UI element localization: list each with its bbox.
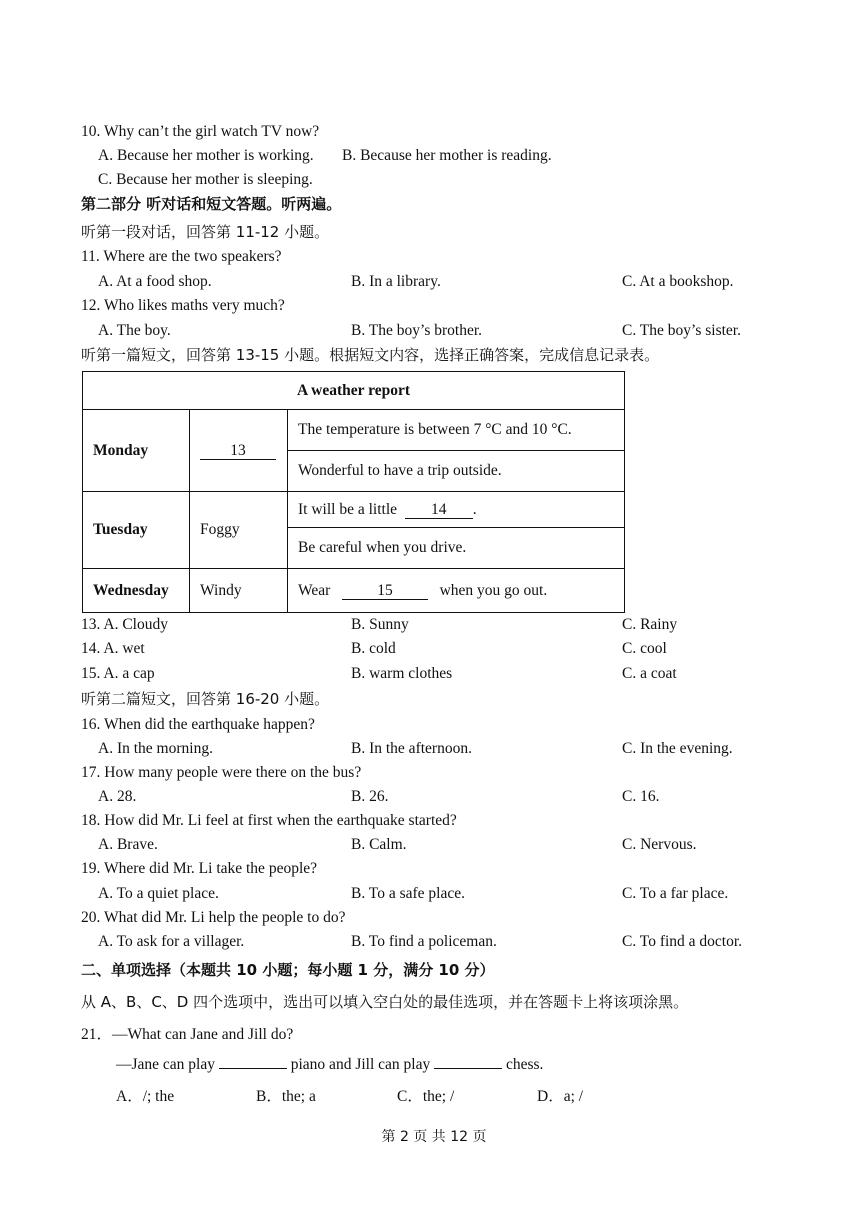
q21-option-b: B．the; a	[256, 1088, 316, 1105]
q20-option-a: A. To ask for a villager.	[98, 933, 245, 950]
table-title: A weather report	[83, 372, 625, 410]
q18-option-a: A. Brave.	[98, 836, 158, 853]
q20-option-b: B. To find a policeman.	[351, 933, 497, 950]
q11-option-a: A. At a food shop.	[98, 273, 212, 290]
wednesday-pre: Wear	[298, 581, 331, 599]
q18-option-c: C. Nervous.	[622, 836, 697, 853]
q16-option-c: C. In the evening.	[622, 740, 733, 757]
q19-question: 19. Where did Mr. Li take the people?	[81, 860, 318, 877]
q14-option-b: B. cold	[351, 640, 396, 657]
q16-question: 16. When did the earthquake happen?	[81, 716, 315, 733]
q12-option-a: A. The boy.	[98, 322, 171, 339]
section2-instruction: 从 A、B、C、D 四个选项中，选出可以填入空白处的最佳选项，并在答题卡上将该项涂黑。	[81, 993, 689, 1011]
q20-option-c: C. To find a doctor.	[622, 933, 743, 950]
q21-blank-1	[219, 1068, 287, 1069]
q19-option-b: B. To a safe place.	[351, 885, 465, 902]
q16-option-a: A. In the morning.	[98, 740, 213, 757]
blank-13: 13	[200, 442, 276, 460]
q12-question: 12. Who likes maths very much?	[81, 297, 285, 314]
q20-question: 20. What did Mr. Li help the people to do?	[81, 909, 346, 926]
tuesday-line1-pre: It will be a little	[298, 500, 398, 518]
wednesday-condition: Windy	[190, 569, 288, 613]
q12-option-b: B. The boy’s brother.	[351, 322, 483, 339]
q17-option-a: A. 28.	[98, 788, 137, 805]
tuesday-line2: Be careful when you drive.	[288, 528, 625, 569]
q13-option-c: C. Rainy	[622, 616, 678, 633]
q13-option-a: 13. A. Cloudy	[81, 616, 168, 633]
q10-question: 10. Why can’t the girl watch TV now?	[81, 123, 320, 140]
q17-option-b: B. 26.	[351, 788, 389, 805]
q16-option-b: B. In the afternoon.	[351, 740, 472, 757]
q19-option-c: C. To a far place.	[622, 885, 729, 902]
q17-question: 17. How many people were there on the bus?	[81, 764, 362, 781]
weather-report-table	[82, 371, 625, 613]
q21-answer-pre: —Jane can play	[116, 1056, 215, 1073]
blank-14: 14	[405, 501, 473, 519]
passage1-instruction: 听第一篇短文，回答第 13-15 小题。根据短文内容，选择正确答案，完成信息记录表。	[81, 346, 660, 364]
day-monday: Monday	[83, 410, 190, 492]
q10-option-c: C. Because her mother is sleeping.	[98, 171, 313, 188]
q10-option-a: A. Because her mother is working.	[98, 147, 314, 164]
day-tuesday: Tuesday	[83, 492, 190, 569]
passage2-instruction: 听第二篇短文，回答第 16-20 小题。	[81, 690, 330, 708]
q21-blank-2	[434, 1068, 502, 1069]
q15-option-c: C. a coat	[622, 665, 677, 682]
page-footer: 第 2 页 共 12 页	[381, 1129, 487, 1145]
part2-heading: 第二部分 听对话和短文答题。听两遍。	[81, 195, 342, 213]
q14-option-a: 14. A. wet	[81, 640, 145, 657]
dialog-instruction: 听第一段对话，回答第 11-12 小题。	[81, 223, 330, 241]
q19-option-a: A. To a quiet place.	[98, 885, 219, 902]
q10-option-b: B. Because her mother is reading.	[342, 147, 552, 164]
tuesday-line1-post: .	[472, 500, 477, 518]
blank-15: 15	[342, 582, 428, 600]
wednesday-line	[288, 569, 625, 613]
q11-option-b: B. In a library.	[351, 273, 441, 290]
q12-option-c: C. The boy’s sister.	[622, 322, 741, 339]
wednesday-post: when you go out.	[439, 581, 548, 599]
q11-question: 11. Where are the two speakers?	[81, 248, 282, 265]
q15-option-b: B. warm clothes	[351, 665, 453, 682]
q18-question: 18. How did Mr. Li feel at first when the earthquake started?	[81, 812, 457, 829]
tuesday-condition: Foggy	[190, 492, 288, 569]
q11-option-c: C. At a bookshop.	[622, 273, 734, 290]
q21-answer-post: chess.	[505, 1056, 544, 1073]
monday-condition-cell	[190, 410, 288, 492]
monday-line2: Wonderful to have a trip outside.	[288, 451, 625, 492]
q21-answer-mid: piano and Jill can play	[290, 1056, 431, 1073]
section2-heading: 二、单项选择（本题共 10 小题；每小题 1 分，满分 10 分）	[81, 961, 495, 979]
q17-option-c: C. 16.	[622, 788, 660, 805]
q21-option-d: D．a; /	[537, 1088, 584, 1105]
q15-option-a: 15. A. a cap	[81, 665, 155, 682]
monday-line1: The temperature is between 7 °C and 10 °C.	[288, 410, 625, 451]
tuesday-line1	[288, 492, 625, 528]
q21-option-c: C．the; /	[397, 1088, 455, 1105]
q21-answer-line	[116, 1055, 543, 1075]
q14-option-c: C. cool	[622, 640, 667, 657]
q21-question: 21．—What can Jane and Jill do?	[81, 1026, 294, 1043]
q18-option-b: B. Calm.	[351, 836, 407, 853]
q21-option-a: A．/; the	[116, 1088, 175, 1105]
day-wednesday: Wednesday	[83, 569, 190, 613]
q13-option-b: B. Sunny	[351, 616, 409, 633]
